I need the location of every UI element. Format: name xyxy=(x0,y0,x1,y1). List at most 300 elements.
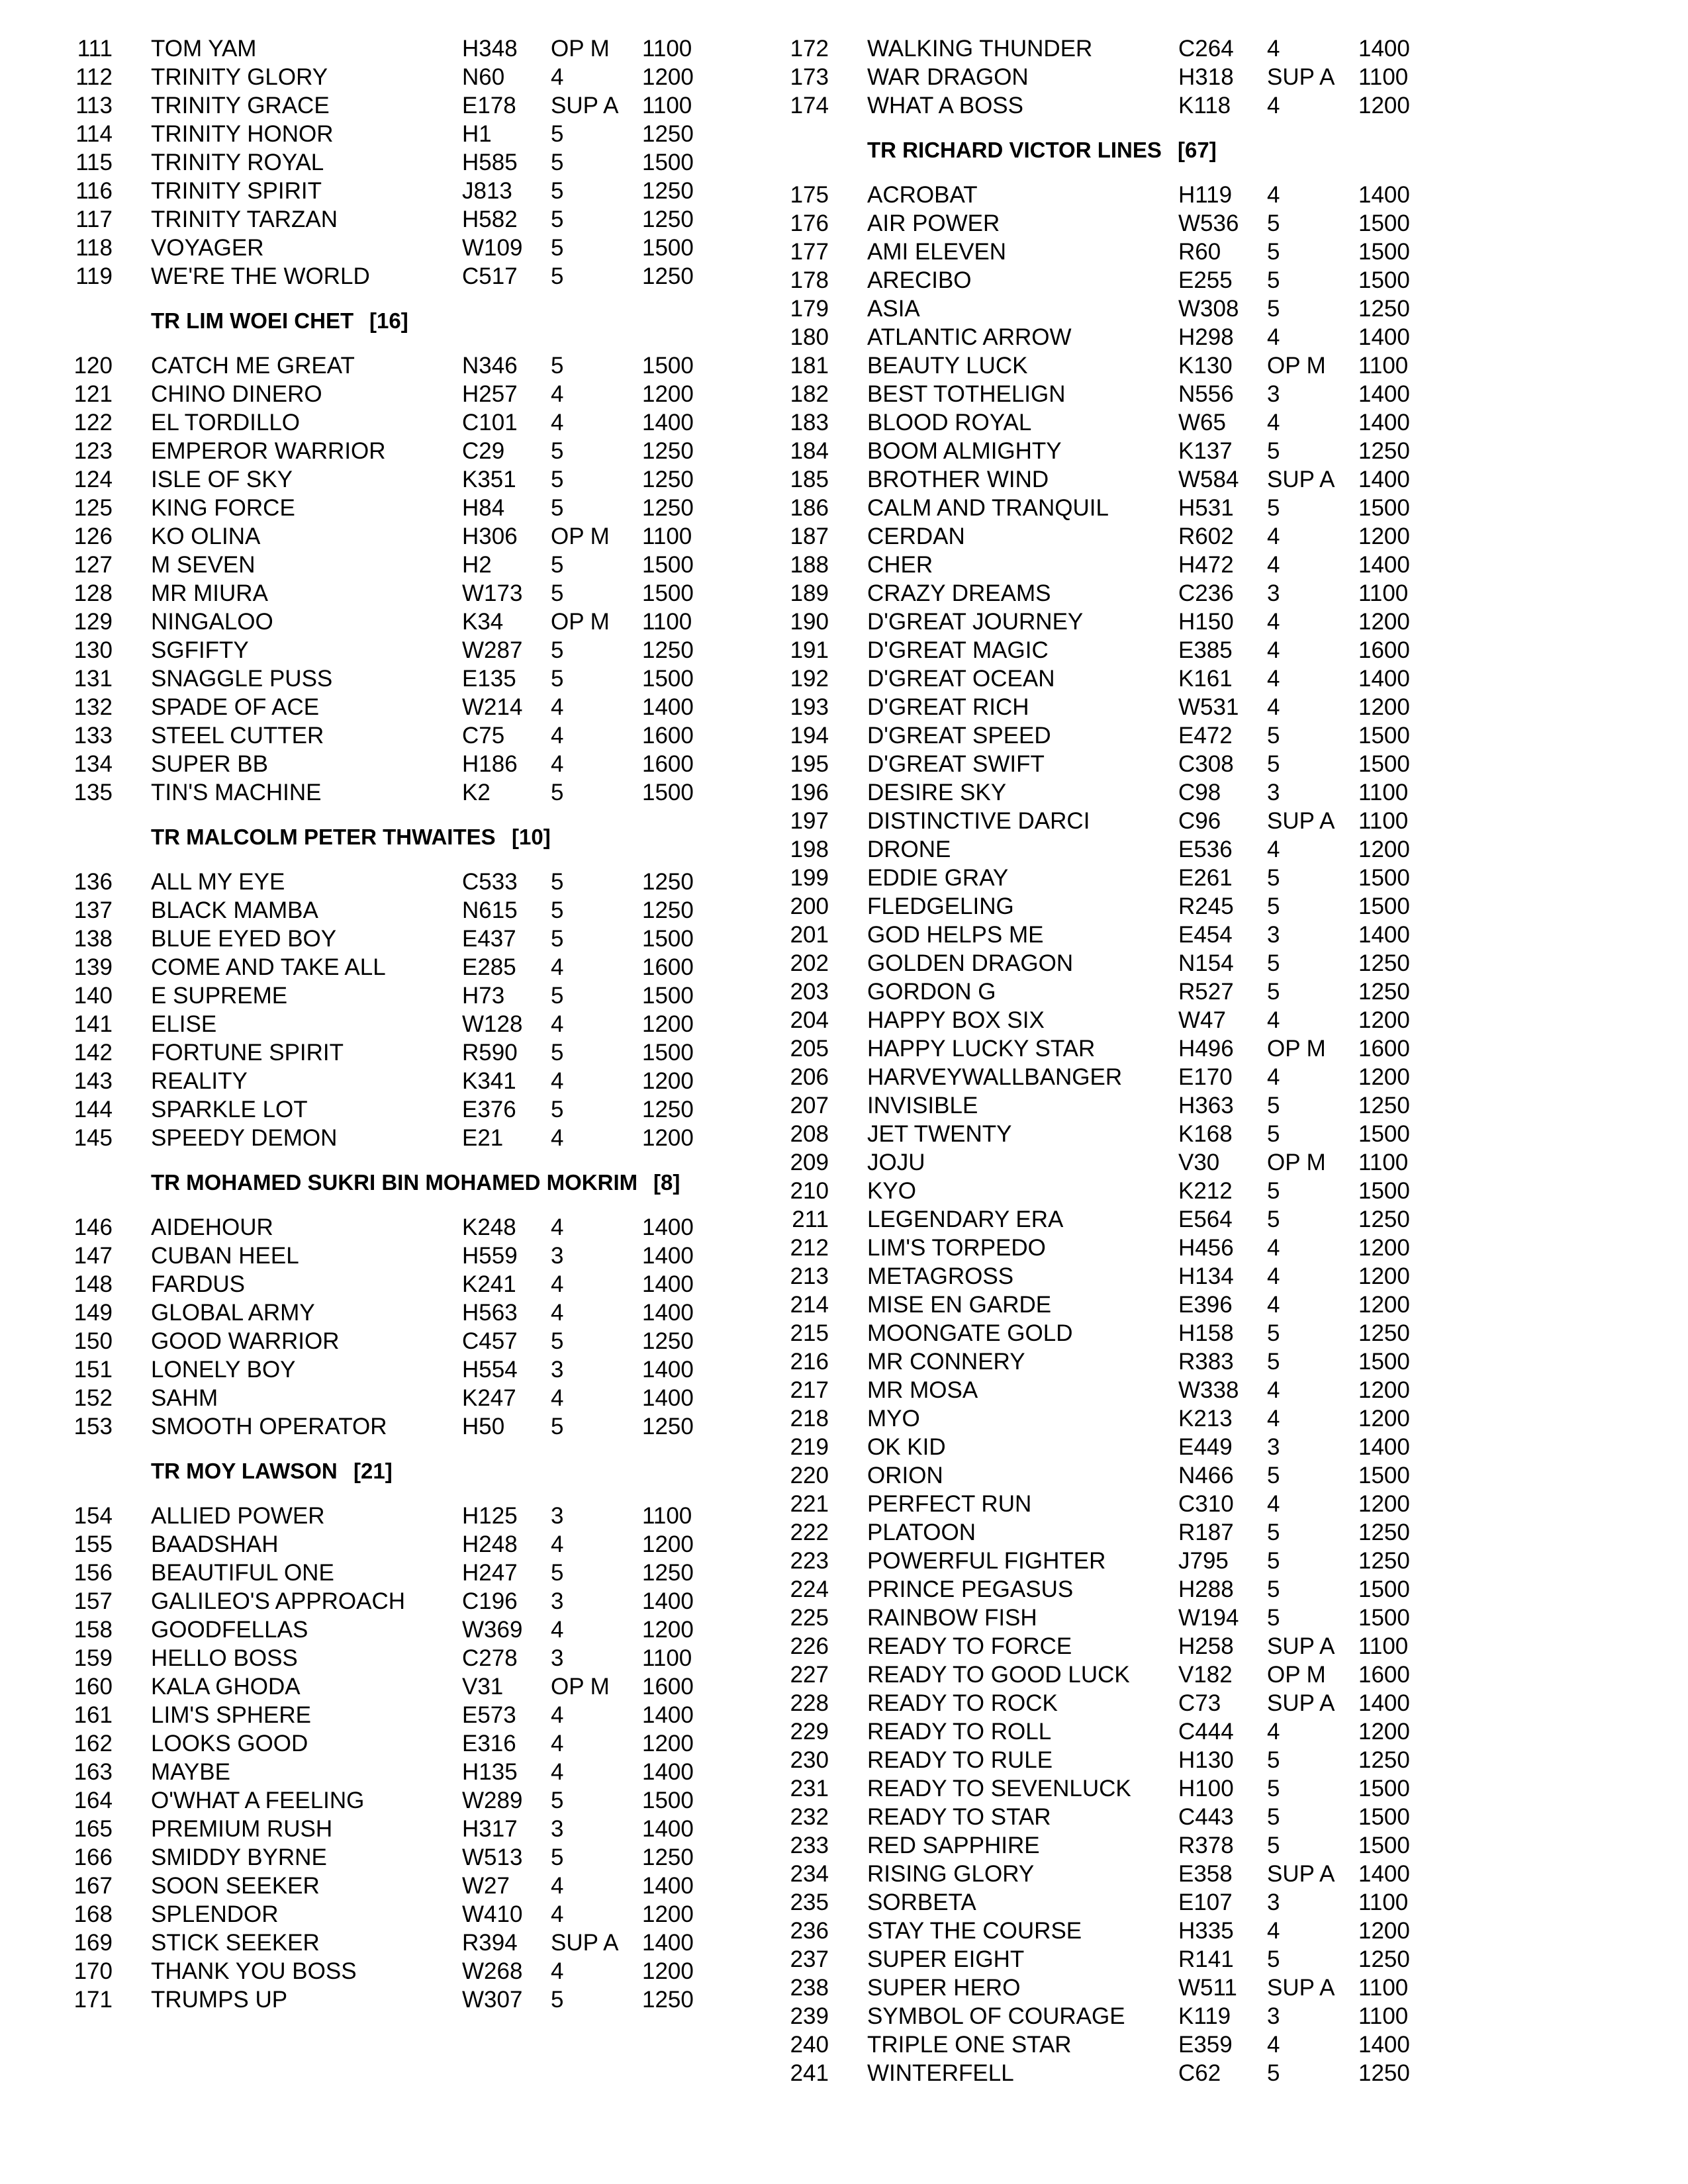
horse-name: REALITY xyxy=(151,1068,248,1094)
horse-code: H119 xyxy=(1178,182,1233,208)
horse-code: N556 xyxy=(1178,381,1234,407)
horse-name: MYO xyxy=(867,1406,920,1432)
horse-name: TOM YAM xyxy=(151,36,257,62)
race-distance: 1100 xyxy=(1358,353,1409,379)
horse-name: MOONGATE GOLD xyxy=(867,1320,1073,1346)
entry-number: 155 xyxy=(73,1531,113,1557)
race-class: 4 xyxy=(551,1214,564,1240)
race-class: 5 xyxy=(1267,1320,1280,1346)
horse-code: E316 xyxy=(462,1731,516,1756)
entry-number: 218 xyxy=(790,1406,829,1432)
horse-code: E536 xyxy=(1178,837,1233,862)
race-distance: 1600 xyxy=(1358,1036,1410,1062)
race-distance: 1400 xyxy=(1358,410,1410,435)
horse-code: J813 xyxy=(462,178,512,204)
horse-name: SMIDDY BYRNE xyxy=(151,1844,327,1870)
race-distance: 1400 xyxy=(642,1300,694,1326)
horse-name: D'GREAT JOURNEY xyxy=(867,609,1084,635)
entry-number: 236 xyxy=(790,1918,829,1944)
race-distance: 1500 xyxy=(642,580,694,606)
horse-name: PRINCE PEGASUS xyxy=(867,1576,1074,1602)
horse-name: STICK SEEKER xyxy=(151,1930,320,1956)
horse-name: D'GREAT SPEED xyxy=(867,723,1051,749)
horse-code: H50 xyxy=(462,1414,505,1439)
race-class: SUP A xyxy=(1267,467,1335,492)
horse-name: BEST TOTHELIGN xyxy=(867,381,1066,407)
race-distance: 1500 xyxy=(1358,865,1410,891)
race-class: 4 xyxy=(551,694,564,720)
horse-code: R394 xyxy=(462,1930,518,1956)
horse-code: E449 xyxy=(1178,1434,1233,1460)
race-distance: 1500 xyxy=(1358,1576,1410,1602)
entry-number: 234 xyxy=(790,1861,829,1887)
entry-number: 143 xyxy=(73,1068,113,1094)
horse-code: C29 xyxy=(462,438,505,464)
horse-name: EMPEROR WARRIOR xyxy=(151,438,386,464)
horse-code: H73 xyxy=(462,983,505,1009)
horse-code: R383 xyxy=(1178,1349,1234,1375)
race-distance: 1500 xyxy=(1358,210,1410,236)
entry-number: 171 xyxy=(73,1987,113,2013)
horse-name: SPEEDY DEMON xyxy=(151,1125,338,1151)
horse-code: H100 xyxy=(1178,1776,1234,1801)
race-class: SUP A xyxy=(1267,1975,1335,2001)
horse-code: H582 xyxy=(462,206,518,232)
race-distance: 1400 xyxy=(642,1930,694,1956)
horse-code: R245 xyxy=(1178,893,1234,919)
race-distance: 1500 xyxy=(642,353,694,379)
race-distance: 1600 xyxy=(1358,1662,1410,1688)
horse-code: E454 xyxy=(1178,922,1233,948)
race-class: 5 xyxy=(1267,2060,1280,2086)
race-class: 3 xyxy=(1267,1434,1280,1460)
race-class: 3 xyxy=(551,1645,564,1671)
race-class: 5 xyxy=(1267,1093,1280,1118)
horse-code: E385 xyxy=(1178,637,1233,663)
horse-code: R590 xyxy=(462,1040,518,1066)
race-distance: 1100 xyxy=(642,93,692,118)
race-distance: 1600 xyxy=(642,723,694,749)
horse-code: K137 xyxy=(1178,438,1233,464)
entry-number: 130 xyxy=(73,637,113,663)
entry-number: 150 xyxy=(73,1328,113,1354)
race-distance: 1200 xyxy=(1358,1377,1410,1403)
horse-code: E359 xyxy=(1178,2032,1233,2058)
horse-code: H456 xyxy=(1178,1235,1234,1261)
horse-name: DISTINCTIVE DARCI xyxy=(867,808,1090,834)
horse-code: W369 xyxy=(462,1617,523,1643)
horse-code: H317 xyxy=(462,1816,518,1842)
horse-name: SOON SEEKER xyxy=(151,1873,320,1899)
race-distance: 1500 xyxy=(642,666,694,692)
horse-name: FORTUNE SPIRIT xyxy=(151,1040,344,1066)
entry-number: 131 xyxy=(73,666,113,692)
horse-code: H496 xyxy=(1178,1036,1234,1062)
entry-number: 162 xyxy=(73,1731,113,1756)
horse-code: E261 xyxy=(1178,865,1233,891)
race-distance: 1250 xyxy=(642,1328,694,1354)
horse-code: E170 xyxy=(1178,1064,1233,1090)
race-distance: 1500 xyxy=(642,552,694,578)
horse-code: K247 xyxy=(462,1385,516,1411)
race-class: 5 xyxy=(551,780,564,805)
horse-name: WAR DRAGON xyxy=(867,64,1029,90)
horse-name: JET TWENTY xyxy=(867,1121,1012,1147)
race-distance: 1250 xyxy=(642,1987,694,2013)
race-distance: 1500 xyxy=(1358,723,1410,749)
race-distance: 1250 xyxy=(1358,296,1410,322)
horse-name: EDDIE GRAY xyxy=(867,865,1009,891)
race-distance: 1400 xyxy=(642,410,694,435)
horse-code: V31 xyxy=(462,1674,504,1700)
horse-name: AMI ELEVEN xyxy=(867,239,1007,265)
race-distance: 1600 xyxy=(642,751,694,777)
race-distance: 1250 xyxy=(1358,1747,1410,1773)
race-distance: 1250 xyxy=(642,1560,694,1586)
horse-code: H125 xyxy=(462,1503,518,1529)
horse-name: M SEVEN xyxy=(151,552,256,578)
race-class: 4 xyxy=(1267,36,1280,62)
race-class: 3 xyxy=(1267,780,1280,805)
horse-name: RED SAPPHIRE xyxy=(867,1833,1040,1858)
entry-number: 188 xyxy=(790,552,829,578)
horse-code: W128 xyxy=(462,1011,523,1037)
entry-number: 149 xyxy=(73,1300,113,1326)
race-class: 5 xyxy=(551,235,564,261)
horse-code: H288 xyxy=(1178,1576,1234,1602)
race-class: OP M xyxy=(1267,1036,1326,1062)
race-class: 3 xyxy=(551,1503,564,1529)
horse-code: E358 xyxy=(1178,1861,1233,1887)
race-class: OP M xyxy=(1267,1662,1326,1688)
race-class: 5 xyxy=(551,1844,564,1870)
race-distance: 1600 xyxy=(642,954,694,980)
race-class: 4 xyxy=(1267,523,1280,549)
entry-number: 151 xyxy=(73,1357,113,1383)
race-class: 4 xyxy=(1267,93,1280,118)
horse-name: NINGALOO xyxy=(151,609,273,635)
horse-name: O'WHAT A FEELING xyxy=(151,1788,365,1813)
horse-name: ATLANTIC ARROW xyxy=(867,324,1072,350)
horse-name: WALKING THUNDER xyxy=(867,36,1093,62)
horse-name: HAPPY BOX SIX xyxy=(867,1007,1045,1033)
race-distance: 1250 xyxy=(1358,1548,1410,1574)
entry-number: 195 xyxy=(790,751,829,777)
horse-code: W47 xyxy=(1178,1007,1226,1033)
horse-name: BOOM ALMIGHTY xyxy=(867,438,1062,464)
horse-code: W531 xyxy=(1178,694,1239,720)
entry-number: 178 xyxy=(790,267,829,293)
race-class: SUP A xyxy=(1267,1861,1335,1887)
horse-code: E437 xyxy=(462,926,516,952)
horse-name: CALM AND TRANQUIL xyxy=(867,495,1109,521)
horse-code: E135 xyxy=(462,666,516,692)
entry-number: 238 xyxy=(790,1975,829,2001)
race-class: 5 xyxy=(551,178,564,204)
race-class: SUP A xyxy=(1267,64,1335,90)
race-distance: 1500 xyxy=(642,1040,694,1066)
horse-name: COME AND TAKE ALL xyxy=(151,954,386,980)
entry-number: 191 xyxy=(790,637,829,663)
horse-code: V182 xyxy=(1178,1662,1233,1688)
race-distance: 1500 xyxy=(1358,751,1410,777)
entry-number: 114 xyxy=(75,121,113,147)
race-distance: 1250 xyxy=(1358,1320,1410,1346)
entry-number: 144 xyxy=(73,1097,113,1122)
entry-number: 122 xyxy=(73,410,113,435)
race-distance: 1400 xyxy=(1358,324,1410,350)
horse-code: W268 xyxy=(462,1958,523,1984)
race-class: 4 xyxy=(551,1011,564,1037)
horse-name: E SUPREME xyxy=(151,983,288,1009)
horse-code: C96 xyxy=(1178,808,1221,834)
horse-name: CRAZY DREAMS xyxy=(867,580,1051,606)
horse-name: GOOD WARRIOR xyxy=(151,1328,340,1354)
horse-code: C62 xyxy=(1178,2060,1221,2086)
race-class: 4 xyxy=(551,1731,564,1756)
entry-number: 137 xyxy=(73,897,113,923)
entry-number: 198 xyxy=(790,837,829,862)
race-distance: 1400 xyxy=(1358,2032,1410,2058)
entry-number: 172 xyxy=(790,36,829,62)
horse-code: H257 xyxy=(462,381,518,407)
horse-code: E564 xyxy=(1178,1206,1233,1232)
race-class: 5 xyxy=(1267,296,1280,322)
entry-number: 226 xyxy=(790,1633,829,1659)
entry-number: 180 xyxy=(790,324,829,350)
horse-name: RAINBOW FISH xyxy=(867,1605,1037,1631)
race-class: OP M xyxy=(1267,1150,1326,1175)
race-distance: 1200 xyxy=(642,381,694,407)
horse-name: CHER xyxy=(867,552,933,578)
race-distance: 1500 xyxy=(1358,893,1410,919)
race-distance: 1200 xyxy=(1358,609,1410,635)
horse-name: CUBAN HEEL xyxy=(151,1243,299,1269)
race-class: 5 xyxy=(551,869,564,895)
race-class: 3 xyxy=(1267,2003,1280,2029)
race-distance: 1500 xyxy=(642,926,694,952)
entry-number: 213 xyxy=(790,1263,829,1289)
race-class: 4 xyxy=(1267,637,1280,663)
horse-code: W27 xyxy=(462,1873,510,1899)
race-distance: 1250 xyxy=(642,1844,694,1870)
race-distance: 1500 xyxy=(1358,495,1410,521)
horse-name: BLOOD ROYAL xyxy=(867,410,1032,435)
horse-name: DRONE xyxy=(867,837,951,862)
entry-number: 239 xyxy=(790,2003,829,2029)
entry-number: 228 xyxy=(790,1690,829,1716)
entry-number: 127 xyxy=(73,552,113,578)
horse-name: CHINO DINERO xyxy=(151,381,322,407)
race-distance: 1100 xyxy=(1358,780,1409,805)
entry-number: 163 xyxy=(73,1759,113,1785)
race-distance: 1200 xyxy=(1358,523,1410,549)
horse-code: E376 xyxy=(462,1097,516,1122)
race-class: 4 xyxy=(1267,694,1280,720)
race-distance: 1500 xyxy=(1358,239,1410,265)
horse-name: SAHM xyxy=(151,1385,218,1411)
horse-name: AIR POWER xyxy=(867,210,1000,236)
horse-code: C236 xyxy=(1178,580,1234,606)
entry-number: 161 xyxy=(73,1702,113,1728)
horse-code: C98 xyxy=(1178,780,1221,805)
race-distance: 1500 xyxy=(1358,1605,1410,1631)
horse-code: K213 xyxy=(1178,1406,1233,1432)
horse-name: ISLE OF SKY xyxy=(151,467,293,492)
horse-code: N154 xyxy=(1178,950,1234,976)
trainer-runner-count: [67] xyxy=(1178,138,1217,162)
entry-number: 177 xyxy=(790,239,829,265)
entry-number: 170 xyxy=(73,1958,113,1984)
race-class: SUP A xyxy=(1267,1633,1335,1659)
entry-number: 174 xyxy=(790,93,829,118)
horse-name: D'GREAT MAGIC xyxy=(867,637,1049,663)
entry-number: 184 xyxy=(790,438,829,464)
horse-code: K351 xyxy=(462,467,516,492)
entry-number: 165 xyxy=(73,1816,113,1842)
entry-number: 134 xyxy=(73,751,113,777)
race-class: OP M xyxy=(551,1674,610,1700)
horse-code: R378 xyxy=(1178,1833,1234,1858)
race-class: 5 xyxy=(551,897,564,923)
horse-name: KYO xyxy=(867,1178,916,1204)
horse-code: H186 xyxy=(462,751,518,777)
race-distance: 1200 xyxy=(642,1901,694,1927)
race-distance: 1400 xyxy=(1358,922,1410,948)
horse-name: VOYAGER xyxy=(151,235,264,261)
race-class: 5 xyxy=(1267,893,1280,919)
horse-code: H135 xyxy=(462,1759,518,1785)
race-distance: 1100 xyxy=(1358,1150,1409,1175)
race-class: 4 xyxy=(1267,666,1280,692)
horse-code: N60 xyxy=(462,64,505,90)
horse-name: TRINITY HONOR xyxy=(151,121,334,147)
entry-number: 166 xyxy=(73,1844,113,1870)
entry-number: 185 xyxy=(790,467,829,492)
race-distance: 1250 xyxy=(642,206,694,232)
entry-number: 202 xyxy=(790,950,829,976)
horse-name: READY TO RULE xyxy=(867,1747,1053,1773)
race-distance: 1200 xyxy=(642,64,694,90)
horse-code: W338 xyxy=(1178,1377,1239,1403)
race-class: 5 xyxy=(551,353,564,379)
horse-code: C443 xyxy=(1178,1804,1234,1830)
entry-number: 192 xyxy=(790,666,829,692)
race-distance: 1400 xyxy=(1358,1690,1410,1716)
horse-name: FARDUS xyxy=(151,1271,245,1297)
race-class: 4 xyxy=(1267,1263,1280,1289)
entry-number: 220 xyxy=(790,1463,829,1488)
race-class: OP M xyxy=(551,523,610,549)
horse-code: H150 xyxy=(1178,609,1234,635)
horse-name: MAYBE xyxy=(151,1759,230,1785)
horse-code: W308 xyxy=(1178,296,1239,322)
horse-code: E573 xyxy=(462,1702,516,1728)
entry-number: 126 xyxy=(73,523,113,549)
horse-code: C264 xyxy=(1178,36,1234,62)
race-class: 5 xyxy=(551,1987,564,2013)
horse-name: SUPER EIGHT xyxy=(867,1946,1025,1972)
race-distance: 1400 xyxy=(1358,36,1410,62)
race-class: 4 xyxy=(1267,1292,1280,1318)
horse-code: E21 xyxy=(462,1125,504,1151)
entry-number: 117 xyxy=(75,206,113,232)
entry-number: 169 xyxy=(73,1930,113,1956)
horse-name: BEAUTY LUCK xyxy=(867,353,1028,379)
race-class: 4 xyxy=(551,1300,564,1326)
entry-number: 152 xyxy=(73,1385,113,1411)
race-distance: 1400 xyxy=(642,1702,694,1728)
race-distance: 1400 xyxy=(642,1243,694,1269)
horse-name: BEAUTIFUL ONE xyxy=(151,1560,334,1586)
race-class: 5 xyxy=(1267,267,1280,293)
horse-code: W511 xyxy=(1178,1975,1237,2001)
horse-code: K248 xyxy=(462,1214,516,1240)
race-class: 5 xyxy=(551,983,564,1009)
entry-number: 196 xyxy=(790,780,829,805)
horse-code: W536 xyxy=(1178,210,1239,236)
entry-number: 219 xyxy=(790,1434,829,1460)
horse-name: READY TO STAR xyxy=(867,1804,1051,1830)
race-distance: 1400 xyxy=(1358,1861,1410,1887)
race-distance: 1400 xyxy=(642,1873,694,1899)
horse-name: LOOKS GOOD xyxy=(151,1731,308,1756)
race-distance: 1250 xyxy=(1358,1206,1410,1232)
race-class: 5 xyxy=(551,1328,564,1354)
horse-code: E472 xyxy=(1178,723,1233,749)
horse-code: N346 xyxy=(462,353,518,379)
race-class: 5 xyxy=(551,637,564,663)
trainer-name: TR RICHARD VICTOR LINES xyxy=(867,138,1162,162)
entry-number: 154 xyxy=(73,1503,113,1529)
race-class: 5 xyxy=(1267,210,1280,236)
race-class: 5 xyxy=(1267,1121,1280,1147)
race-distance: 1400 xyxy=(1358,467,1410,492)
horse-code: C444 xyxy=(1178,1719,1234,1745)
entry-number: 181 xyxy=(790,353,829,379)
race-distance: 1500 xyxy=(642,780,694,805)
race-distance: 1250 xyxy=(642,121,694,147)
horse-code: R527 xyxy=(1178,979,1234,1005)
race-distance: 1250 xyxy=(1358,438,1410,464)
horse-code: E107 xyxy=(1178,1889,1233,1915)
horse-name: THANK YOU BOSS xyxy=(151,1958,357,1984)
horse-code: H585 xyxy=(462,150,518,175)
race-class: 4 xyxy=(1267,2032,1280,2058)
race-distance: 1200 xyxy=(642,1125,694,1151)
race-class: 5 xyxy=(1267,1776,1280,1801)
race-class: 5 xyxy=(1267,438,1280,464)
entry-number: 225 xyxy=(790,1605,829,1631)
race-distance: 1400 xyxy=(642,1816,694,1842)
horse-code: C73 xyxy=(1178,1690,1221,1716)
entry-number: 129 xyxy=(73,609,113,635)
horse-name: GOLDEN DRAGON xyxy=(867,950,1074,976)
race-distance: 1200 xyxy=(642,1958,694,1984)
race-distance: 1200 xyxy=(1358,1406,1410,1432)
trainer-name: TR MALCOLM PETER THWAITES xyxy=(151,825,496,849)
horse-name: D'GREAT SWIFT xyxy=(867,751,1045,777)
horse-code: W173 xyxy=(462,580,523,606)
race-distance: 1250 xyxy=(642,263,694,289)
race-class: 4 xyxy=(551,1901,564,1927)
horse-code: W410 xyxy=(462,1901,523,1927)
entry-number: 208 xyxy=(790,1121,829,1147)
entry-number: 136 xyxy=(73,869,113,895)
race-class: 5 xyxy=(1267,1349,1280,1375)
race-class: SUP A xyxy=(1267,1690,1335,1716)
horse-name: METAGROSS xyxy=(867,1263,1014,1289)
